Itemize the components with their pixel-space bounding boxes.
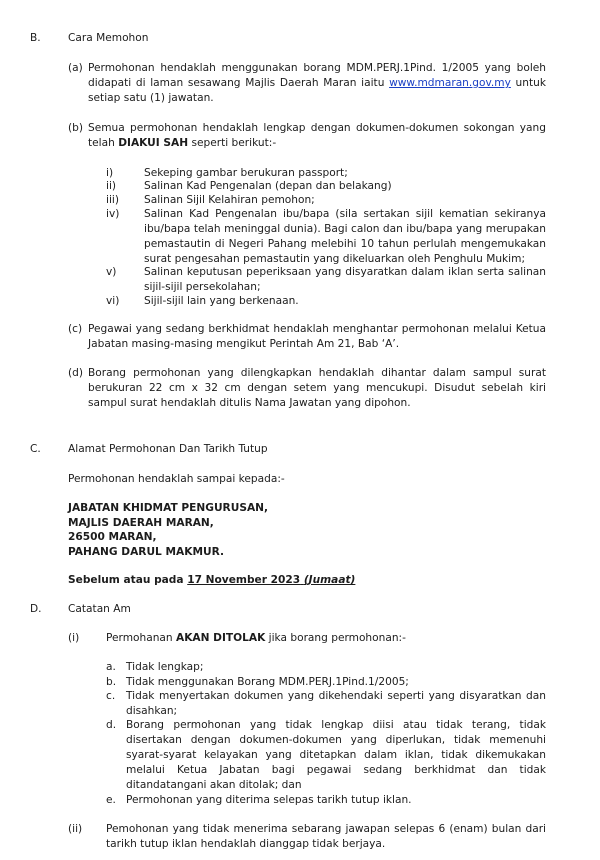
item-b-marker: (b) (68, 122, 83, 134)
section-c-letter: C. (30, 443, 41, 455)
document-page: B. Cara Memohon (a) Permohonan hendaklah menggunakan borang MDM.PERJ.1Pind. 1/2005 yang boleh didapati di laman sesawang Majlis Daerah Maran iaitu www.mdmaran.gov.my untuk setiap satu (1) jawatan. (b) Semua permohonan hendaklah lengkap dengan dokumen-dokumen sokongan yang telah DIAKUI SAH seperti berikut:- i) Sekeping gambar berukuran passport; ii) Salinan Kad Pengenalan (depan dan belakang) iii) Salinan Sijil Kelahiran pemohon; iv) Salinan Kad Pengenalan ibu/bapa (sila sertakan sijil kematian sekiranya ibu/bapa telah meninggal dunia). Bagi calon dan ibu/bapa yang merupakan pemastautin di Negeri Pahang melebihi 10 tahun perlulah mengemukakan surat pengesahan pemastautin yang dikeluarkan oleh Penghulu Mukim; v) Salinan keputusan peperiksaan yang disyaratkan dalam iklan serta salinan sijil-sijil persekolahan; vi) Sijil-sijil lain yang berkenaan. (c) Pegawai yang sedang berkhidmat hendaklah menghantar permohonan melalui Ketua Jabatan masing-masing mengikut Perintah Am 21, Bab ‘A’. (d) Borang permohonan yang dilengkapkan hendaklah dihantar dalam sampul surat berukuran 22 cm x 32 cm dengan setem yang mencukupi. Disudut sebelah kiri sampul surat hendaklah ditulis Nama Jawatan yang dipohon. C. Alamat Permohonan Dan Tarikh Tutup Permohonan hendaklah sampai kepada:- JABATAN KHIDMAT PENGURUSAN, MAJLIS DAERAH MARAN, 26500 MARAN, PAHANG DARUL MAKMUR. Sebelum atau pada 17 November 2023 (Jumaat) D. Catatan Am (i) Permohanan AKAN DITOLAK jika borang permohonan:- a. Tidak lengkap; b. Tidak menggunakan Borang MDM.PERJ.1Pind.1/2005; c. Tidak menyertakan dokumen yang dikehendaki seperti yang disyaratkan dan disahkan; d. Borang permohonan yang tidak lengkap diisi atau tidak terang, tidak disertakan dengan dokumen-dokumen yang diperlukan, tidak memenuhi syarat-syarat kelayakan yang ditetapkan dalam iklan, tidak dikemukakan melalui Ketua Jabatan bagi pegawai sedang berkhidmat dan tidak ditandatangani akan ditolak; dan e. Permohonan yang diterima selepas tarikh tutup iklan. (ii) Pemohonan yang tidak menerima sebarang jawapan selepas 6 (enam) bulan dari tarikh tutup iklan hendaklah dianggap tidak berjaya. (30, 32, 546, 850)
address-line: PAHANG DARUL MAKMUR. (68, 546, 224, 558)
section-d-title: Catatan Am (68, 603, 131, 615)
address-line: 26500 MARAN, (68, 531, 157, 543)
closing-date: Sebelum atau pada 17 November 2023 (Jumaat) (68, 574, 356, 586)
item-a-text: Permohonan hendaklah menggunakan borang MDM.PERJ.1Pind. 1/2005 yang boleh didapati di laman sesawang Majlis Daerah Maran iaitu www.mdmaran.gov.my untuk setiap satu (1) jawatan. (88, 62, 546, 104)
item-b-text: Semua permohonan hendaklah lengkap dengan dokumen-dokumen sokongan yang telah DIAKUI SAH seperti berikut:- (88, 122, 546, 149)
item-a-marker: (a) (68, 62, 83, 74)
website-link[interactable]: www.mdmaran.gov.my (389, 77, 511, 89)
address-line: MAJLIS DAERAH MARAN, (68, 517, 214, 529)
address-line: JABATAN KHIDMAT PENGURUSAN, (68, 502, 269, 514)
section-b-letter: B. (30, 32, 41, 44)
section-c-intro: Permohonan hendaklah sampai kepada:- (68, 473, 285, 485)
section-b-title: Cara Memohon (68, 32, 149, 44)
section-d-letter: D. (30, 603, 42, 615)
section-c-title: Alamat Permohonan Dan Tarikh Tutup (68, 443, 268, 455)
